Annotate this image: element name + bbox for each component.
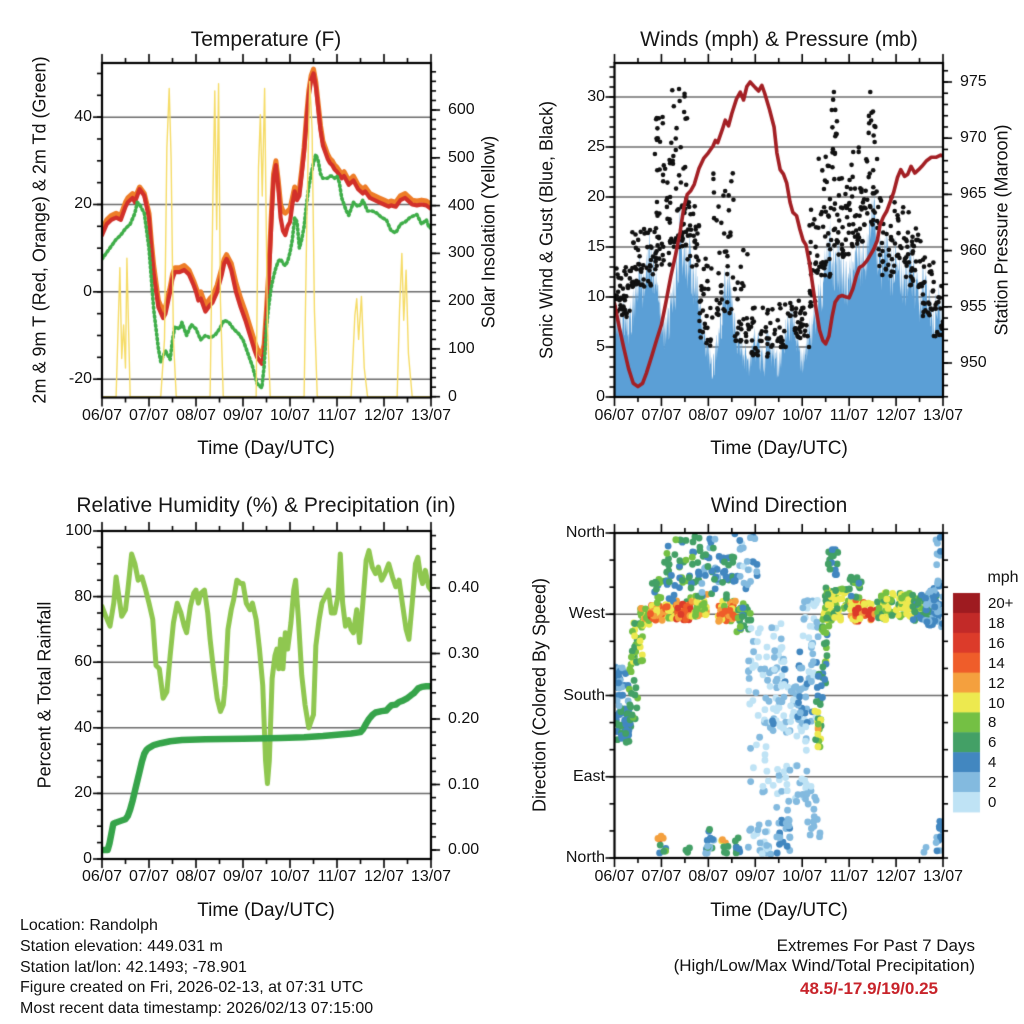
tick-label: 0	[596, 388, 605, 405]
panel-title-humidity-precip: Relative Humidity (%) & Precipitation (in)	[76, 494, 456, 517]
tick-label: 80	[74, 587, 92, 605]
tick-label: 10	[587, 288, 605, 305]
tick-label: 12/07	[876, 868, 917, 885]
panel-title-temperature: Temperature (F)	[190, 28, 342, 51]
extremes-summary	[674, 936, 975, 999]
tick-label: 40	[74, 718, 92, 736]
tick-label: 0.00	[448, 841, 480, 858]
extremes-subtitle: (High/Low/Max Wind/Total Precipitation)	[673, 956, 975, 975]
tick-label: 06/07	[594, 868, 635, 885]
colorbar-tick-label: 0	[988, 794, 997, 811]
tick-label: 200	[448, 292, 475, 310]
colorbar-tick-label: 8	[988, 714, 997, 732]
tick-label: 08/07	[688, 407, 729, 424]
station-location: Location: Randolph	[20, 917, 158, 934]
tick-label: 13/07	[410, 868, 452, 885]
tick-label: 07/07	[128, 868, 170, 885]
tick-label: South	[563, 686, 605, 704]
tick-label: 30	[587, 88, 605, 105]
station-elevation: Station elevation: 449.031 m	[20, 937, 223, 955]
colorbar-tick-label: 18	[988, 614, 1005, 632]
tick-label: 10/07	[782, 407, 823, 424]
wind-y-axis-label: Sonic Wind & Gust (Blue, Black)	[536, 100, 557, 360]
colorbar-tick-label: 2	[988, 774, 997, 792]
tick-label: 09/07	[735, 868, 776, 885]
figure-created: Figure created on Fri, 2026-02-13, at 07:31 UTC	[20, 979, 364, 997]
tick-label: 15	[587, 238, 605, 255]
humidity-x-axis-label: Time (Day/UTC)	[197, 900, 335, 921]
tick-label: 5	[596, 338, 605, 355]
tick-label: 12/07	[363, 868, 405, 885]
tick-label: 0.20	[448, 710, 480, 727]
tick-label: 500	[448, 148, 475, 166]
tick-label: 955	[960, 297, 987, 315]
colorbar-tick-label: 14	[988, 654, 1005, 672]
tick-label: 11/07	[317, 868, 357, 885]
data-timestamp: Most recent data timestamp: 2026/02/13 07:15:00	[20, 1000, 374, 1018]
tick-label: 20	[74, 195, 92, 213]
tick-label: 0.30	[448, 644, 480, 662]
tick-label: 13/07	[922, 868, 964, 885]
tick-label: 10/07	[269, 868, 311, 885]
tick-label: 06/07	[594, 407, 635, 424]
tick-label: 100	[448, 339, 475, 357]
tick-label: 11/07	[317, 407, 357, 424]
tick-label: 20	[74, 784, 92, 802]
colorbar-title: mph	[987, 569, 1019, 586]
tick-label: 10/07	[782, 868, 823, 885]
tick-label: 20	[587, 188, 605, 205]
station-latlon: Station lat/lon: 42.1493; -78.901	[20, 958, 247, 976]
tick-label: East	[572, 767, 605, 785]
colorbar-tick-label: 12	[988, 674, 1005, 692]
tick-label: 600	[448, 101, 475, 119]
temperature-x-axis-label: Time (Day/UTC)	[197, 438, 335, 459]
tick-label: 13/07	[410, 407, 452, 424]
tick-label: 08/07	[175, 868, 217, 885]
tick-label: 970	[960, 129, 987, 147]
tick-label: 300	[448, 244, 475, 262]
tick-label: 60	[74, 653, 92, 671]
tick-label: 100	[65, 522, 92, 539]
tick-label: 965	[960, 185, 987, 203]
tick-label: 0	[448, 387, 457, 405]
tick-label: 0	[83, 850, 92, 867]
tick-label: 12/07	[876, 407, 917, 424]
tick-label: 09/07	[735, 407, 776, 424]
colorbar-tick-label: 4	[988, 754, 997, 772]
direction-x-axis-label: Time (Day/UTC)	[710, 900, 848, 921]
extremes-values: 48.5/-17.9/19/0.25	[799, 979, 938, 998]
tick-label: 975	[960, 73, 987, 90]
panel-title-winds-pressure: Winds (mph) & Pressure (mb)	[640, 28, 918, 51]
tick-label: 07/07	[641, 868, 682, 885]
tick-label: 0.10	[448, 775, 480, 793]
colorbar-tick-label: 20+	[988, 595, 1014, 612]
tick-label: 10/07	[269, 407, 311, 424]
tick-label: 06/07	[81, 407, 123, 424]
tick-label: -20	[68, 370, 92, 388]
tick-label: 12/07	[363, 407, 405, 424]
tick-label: 0.40	[448, 579, 480, 596]
tick-label: 09/07	[222, 868, 264, 885]
tick-label: 08/07	[175, 407, 217, 424]
tick-label: 950	[960, 354, 987, 371]
tick-label: 400	[448, 196, 475, 214]
tick-label: 06/07	[81, 868, 123, 885]
colorbar-tick-label: 10	[988, 694, 1005, 712]
station-info	[20, 916, 373, 1020]
colorbar-tick-label: 6	[988, 734, 997, 752]
tick-label: 40	[74, 108, 92, 126]
extremes-title: Extremes For Past 7 Days	[776, 936, 975, 955]
panel-title-wind-direction: Wind Direction	[710, 494, 848, 517]
tick-label: 11/07	[829, 868, 869, 885]
solar-y-axis-label: Solar Insolation (Yellow)	[478, 135, 499, 329]
tick-label: 13/07	[922, 407, 964, 424]
tick-label: 08/07	[688, 868, 729, 885]
tick-label: North	[565, 524, 605, 541]
tick-label: 09/07	[222, 407, 264, 424]
temperature-y-axis-label: 2m & 9m T (Red, Orange) & 2m Td (Green)	[29, 56, 50, 404]
winds-x-axis-label: Time (Day/UTC)	[710, 438, 848, 459]
tick-label: West	[568, 605, 605, 623]
tick-label: 07/07	[641, 407, 682, 424]
pressure-y-axis-label: Station Pressure (Maroon)	[991, 124, 1012, 336]
tick-label: 25	[587, 138, 605, 155]
humidity-y-axis-label: Percent & Total Rainfall	[34, 601, 55, 789]
tick-label: North	[565, 849, 605, 866]
direction-y-axis-label: Direction (Colored By Speed)	[529, 577, 550, 813]
tick-label: 11/07	[829, 407, 869, 424]
tick-label: 960	[960, 241, 987, 259]
tick-label: 0	[83, 282, 92, 300]
tick-label: 07/07	[128, 407, 170, 424]
colorbar-tick-label: 16	[988, 634, 1005, 652]
